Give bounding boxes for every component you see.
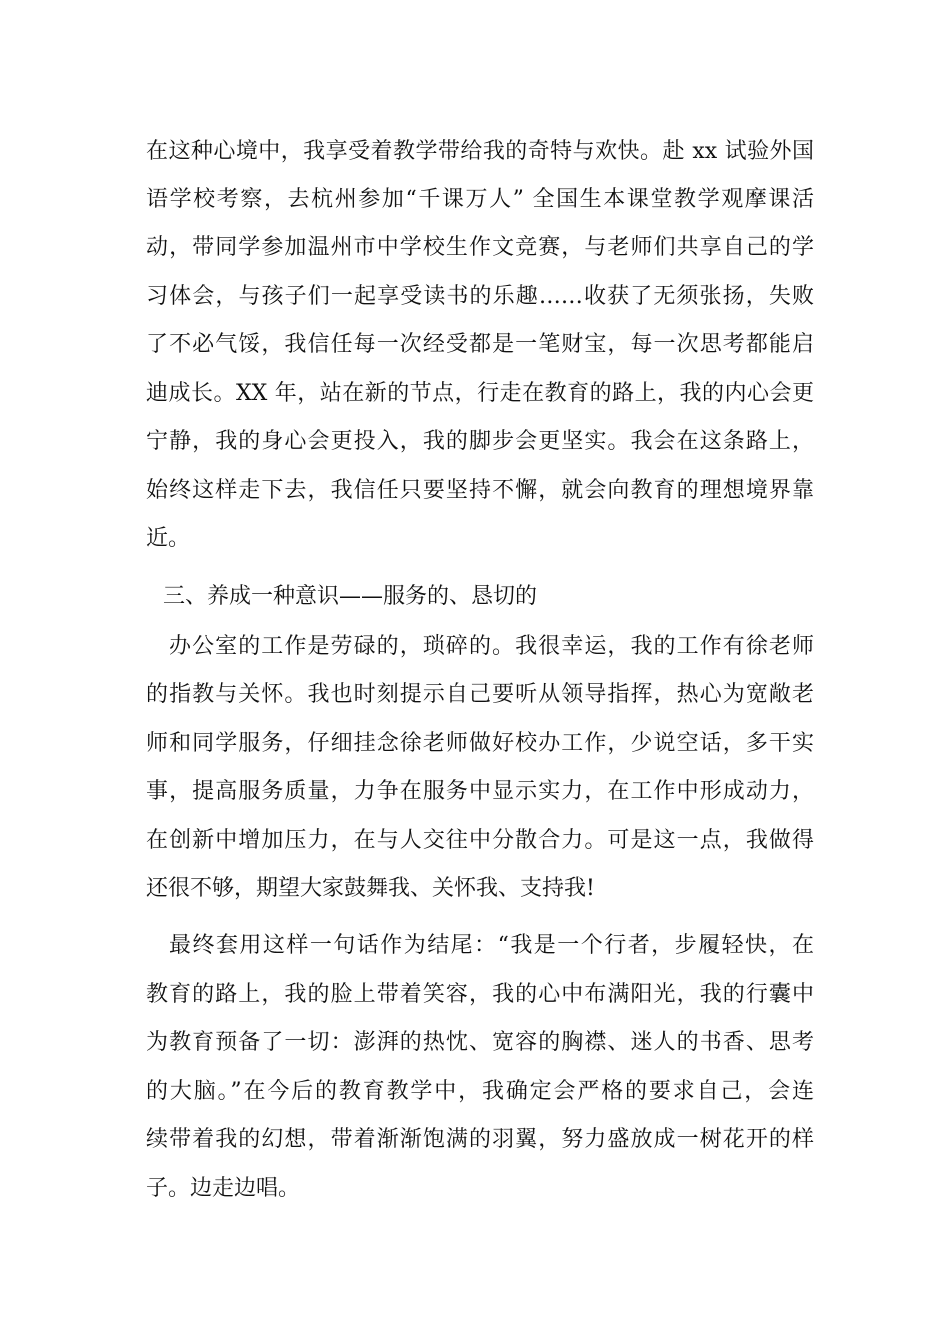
paragraph-3-line-4: 的大脑。”在今后的教育教学中，我确定会严格的要求自己，会连 (146, 1079, 814, 1104)
paragraph-3-line-3: 为教育预备了一切：澎湃的热忱、宽容的胸襟、迷人的书香、思考 (146, 1030, 814, 1055)
paragraph-3-line-1: 最终套用这样一句话作为结尾：“我是一个行者，步履轻快，在 (169, 933, 814, 958)
paragraph-1-line-9: 近。 (146, 526, 191, 551)
paragraph-1-line-2: 语学校考察，去杭州参加“千课万人” 全国生本课堂教学观摩课活 (146, 187, 814, 212)
paragraph-3-line-5: 续带着我的幻想，带着渐渐饱满的羽翼，努力盛放成一树花开的样 (146, 1127, 814, 1152)
paragraph-1-line-1: 在这种心境中，我享受着教学带给我的奇特与欢快。赴 xx 试验外国 (146, 139, 814, 164)
paragraph-1-line-6: 迪成长。XX 年，站在新的节点，行走在教育的路上，我的内心会更 (146, 381, 814, 406)
paragraph-1-line-4: 习体会，与孩子们一起享受读书的乐趣……收获了无须张扬，失败 (146, 284, 814, 309)
paragraph-2-line-3: 师和同学服务，仔细挂念徐老师做好校办工作，少说空话，多干实 (146, 731, 814, 756)
paragraph-3-line-6: 子。边走边唱。 (146, 1176, 301, 1201)
paragraph-2-line-5: 在创新中增加压力，在与人交往中分散合力。可是这一点，我做得 (146, 828, 814, 853)
paragraph-1-line-3: 动，带同学参加温州市中学校生作文竞赛，与老师们共享自己的学 (146, 235, 814, 260)
paragraph-2-line-6: 还很不够，期望大家鼓舞我、关怀我、支持我! (146, 876, 595, 901)
section-heading: 三、养成一种意识——服务的、恳切的 (163, 584, 538, 609)
paragraph-1-line-5: 了不必气馁，我信任每一次经受都是一笔财宝，每一次思考都能启 (146, 332, 814, 357)
paragraph-2-line-1: 办公室的工作是劳碌的，琐碎的。我很幸运，我的工作有徐老师 (169, 634, 814, 659)
paragraph-2-line-2: 的指教与关怀。我也时刻提示自己要听从领导指挥，热心为宽敞老 (146, 682, 814, 707)
paragraph-1-line-8: 始终这样走下去，我信任只要坚持不懈，就会向教育的理想境界靠 (146, 478, 814, 503)
paragraph-2-line-4: 事，提高服务质量，力争在服务中显示实力，在工作中形成动力， (146, 779, 814, 804)
paragraph-3-line-2: 教育的路上，我的脸上带着笑容，我的心中布满阳光，我的行囊中 (146, 982, 814, 1007)
paragraph-1-line-7: 宁静，我的身心会更投入，我的脚步会更坚实。我会在这条路上， (146, 429, 814, 454)
